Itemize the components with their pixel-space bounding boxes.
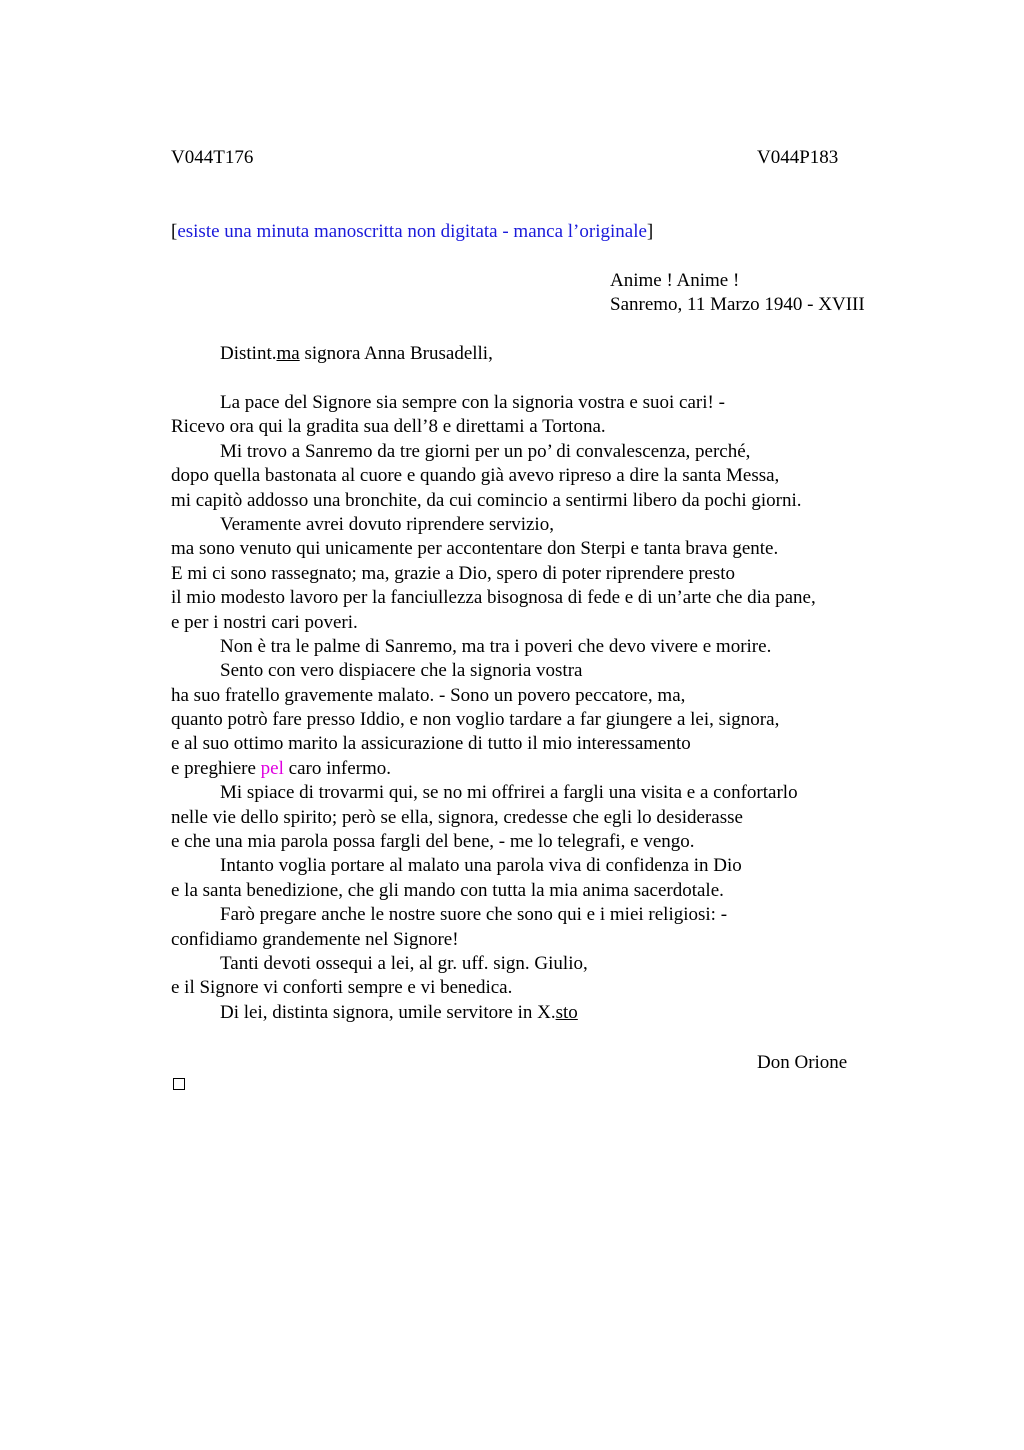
body-text-segment: caro infermo. (283, 757, 391, 779)
body-line: La pace del Signore sia sempre con la signoria vostra e suoi cari! - (220, 392, 725, 413)
note-close-bracket: ] (646, 221, 654, 242)
body-line: Ricevo ora qui la gradita sua dell’8 e direttami a Tortona. (171, 416, 606, 438)
body-line (171, 1001, 816, 1025)
salutation (220, 342, 493, 366)
body-line: Mi spiace di trovarmi qui, se no mi offrirei a fargli una visita e a confortarlo (220, 782, 798, 804)
body-line: Farò pregare anche le nostre suore che sono qui e i miei religiosi: - (220, 904, 728, 926)
salutation-suffix: signora Anna Brusadelli, (299, 343, 493, 364)
body-line: e la santa benedizione, che gli mando con tutta la mia anima sacerdotale. (171, 879, 724, 901)
document-code-right: V044P183 (757, 147, 839, 168)
body-line: Tanti devoti ossequi a lei, al gr. uff. sign. Giulio, (220, 952, 588, 974)
body-line: e per i nostri cari poveri. (171, 611, 358, 633)
salutation-abbrev: ma (276, 343, 300, 364)
document-code-left: V044T176 (171, 147, 254, 168)
body-line (171, 757, 816, 781)
salutation-prefix: Distint. (220, 343, 277, 364)
body-line: confidiamo grandemente nel Signore! (171, 928, 459, 950)
body-line: nelle vie dello spirito; però se ella, signora, credesse che egli lo desiderasse (171, 806, 743, 828)
body-line: e che una mia parola possa fargli del bene, - me lo telegrafi, e vengo. (171, 831, 695, 853)
body-line: E mi ci sono rassegnato; ma, grazie a Dio, spero di poter riprendere presto (171, 562, 736, 584)
letter-heading (610, 269, 865, 318)
highlighted-word: pel (260, 757, 284, 779)
heading-motto: Anime ! Anime ! (610, 270, 740, 291)
body-line: quanto potrò fare presso Iddio, e non voglio tardare a far giungere a lei, signora, (171, 709, 780, 731)
signature: Don Orione (757, 1052, 848, 1073)
body-text-segment: Di lei, distinta signora, umile servitore in X. (220, 1001, 556, 1023)
body-line: Mi trovo a Sanremo da tre giorni per un po’ di convalescenza, perché, (220, 440, 751, 462)
note-open-bracket: [ (171, 221, 178, 242)
body-text-segment: e preghiere (171, 757, 261, 779)
note-text: esiste una minuta manoscritta non digitata - manca l’originale (177, 221, 647, 242)
body-line: e al suo ottimo marito la assicurazione di tutto il mio interessamento (171, 733, 691, 755)
heading-place-date: Sanremo, 11 Marzo 1940 - XVIII (610, 294, 865, 316)
body-line: Non è tra le palme di Sanremo, ma tra i poveri che devo vivere e morire. (220, 635, 772, 657)
end-of-document-square-icon (173, 1078, 185, 1090)
letter-body (171, 391, 816, 1025)
body-line: ma sono venuto qui unicamente per accontentare don Sterpi e tanta brava gente. (171, 538, 779, 560)
abbreviation-superscript: sto (555, 1001, 578, 1023)
body-line: e il Signore vi conforti sempre e vi benedica. (171, 977, 513, 999)
body-line: mi capitò addosso una bronchite, da cui comincio a sentirmi libero da pochi giorni. (171, 489, 802, 511)
body-line: Veramente avrei dovuto riprendere servizio, (220, 513, 554, 535)
body-line: il mio modesto lavoro per la fanciullezza bisognosa di fede e di un’arte che dia pane, (171, 587, 816, 609)
body-line: Sento con vero dispiacere che la signoria vostra (220, 660, 583, 682)
body-line: ha suo fratello gravemente malato. - Sono un povero peccatore, ma, (171, 684, 686, 706)
body-line: dopo quella bastonata al cuore e quando già avevo ripreso a dire la santa Messa, (171, 465, 780, 487)
body-line: Intanto voglia portare al malato una parola viva di confidenza in Dio (220, 855, 742, 877)
editorial-note (171, 220, 653, 244)
